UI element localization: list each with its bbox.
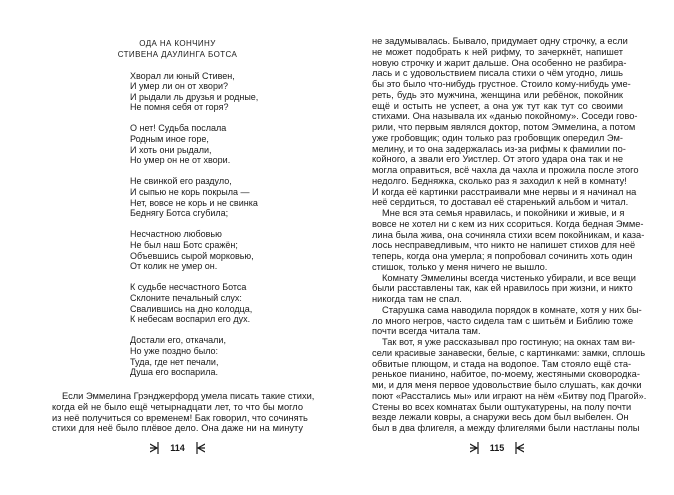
poem-line: Душа его воспарила. [130, 367, 218, 378]
text-line: ещё и остыть не успеет, а она уж тут как тут со своими [372, 100, 623, 111]
text-line: ми, и для меня первое удовольствие было слушать, как дочки [372, 380, 642, 390]
text-line: были расставлены так, как ей нравилось при жизни, и никто [372, 283, 633, 294]
text-line: лось несправедливым, что никто не напишет стихов для неё [372, 240, 636, 251]
poem-line: Достали его, откачали, [130, 335, 226, 346]
poem-line: Нет, вовсе не корь и не свинка [130, 197, 258, 208]
text-line: рили, что первым являлся доктор, потом Эммелина, а потом [372, 122, 636, 132]
poem-line: И умер ли он от хвори? [130, 81, 228, 92]
poem-stanza [130, 71, 258, 113]
poem-line: К небесам воспарил его дух. [130, 314, 251, 325]
poem-line: Хворал ли юный Стивен, [130, 70, 235, 81]
poem-line: Туда, где нет печали, [130, 356, 219, 367]
text-line: Так вот, я уже рассказывал про гостиную; на окнах там ви- [382, 337, 636, 347]
poem-line: Склоните печальный слух: [130, 292, 242, 303]
poem-stanza [130, 282, 258, 324]
text-line: неё сердиться, то доставал её старенький альбом и читал. [372, 197, 629, 208]
text-line: лась и с удовольствием писала стихи о чём угодно, лишь [372, 68, 623, 79]
text-line: везде лежали ковры, а снаружи весь дом был выбелен. Он [372, 412, 629, 423]
poem-line: Несчастною любовью [130, 229, 222, 240]
text-line: почти всегда читала там. [372, 326, 481, 337]
text-line: сели красивые занавески, белые, с картинками: замки, сплошь [372, 347, 646, 358]
text-line: реть, будь это мужчина, женщина или ребёнок, покойник [372, 89, 623, 100]
poem-line: Родным иное горе, [130, 134, 209, 145]
poem-line: Не помня себя от горя? [130, 102, 229, 113]
text-line: лина была жива, она сочиняла стихи всем покойникам, и каза- [372, 229, 645, 240]
text-line: обвитые плющом, и стада на водопое. Там стояло ещё ста- [372, 358, 632, 369]
page-number-footer [337, 442, 657, 454]
right-page [337, 0, 674, 495]
text-line: Мне вся эта семья нравилась, и покойники и живые, и я [382, 208, 625, 218]
ornament-arrow-left-icon [513, 442, 524, 454]
text-line: теперь, когда она умерла; я попробовал сочинить хоть один [372, 251, 633, 261]
text-line: поют «Расстались мы» или играют на нём «Битву под Прагой». [372, 390, 647, 401]
text-line: новую строчку и жарит дальше. Она особенно не разбира- [372, 57, 627, 68]
poem-line: Но уже поздно было: [130, 345, 219, 356]
ornament-arrow-right-icon [470, 442, 481, 454]
poem-stanza [130, 123, 258, 165]
poem-line: О нет! Судьба послала [130, 123, 227, 134]
page-number: 114 [170, 443, 185, 453]
poem-line: И сыпью не корь покрыла — [130, 187, 250, 198]
poem [130, 71, 258, 378]
ornament-arrow-right-icon [150, 442, 161, 454]
poem-stanza [130, 335, 258, 377]
text-line: И когда её картинки расстраивали мне нервы и я начинал на [372, 186, 637, 197]
text-line: не может подобрать к ней рифму, то зачеркнёт, напишет [372, 46, 623, 57]
poem-title-line: ОДА НА КОНЧИНУ [139, 39, 216, 48]
text-line: могла оправиться, всё чахла да чахла и прожила после этого [372, 165, 639, 175]
poem-line: Свалившись на дно колодца, [130, 303, 253, 314]
text-line: никогда там не спал. [372, 294, 462, 304]
poem-title [52, 39, 303, 61]
text-line: стишок, только у меня ничего не вышло. [372, 261, 548, 272]
text-line: когда ей не было ещё четырнадцати лет, то что бы могло [52, 401, 303, 412]
text-line: стихи для неё было плёвое дело. Она даже ни на минуту [52, 423, 303, 434]
poem-line: Беднягу Ботса сгубила; [130, 208, 229, 219]
poem-line: И рыдали ль друзья и родные, [130, 91, 259, 102]
poem-line: Не свинкой его раздуло, [130, 176, 232, 187]
text-line: из неё получиться со временем! Бак говорил, что сочинять [52, 412, 308, 423]
right-prose [372, 36, 647, 434]
poem-line: Объевшись сырой морковью, [130, 250, 254, 261]
text-line: Старушка сама наводила порядок в комнате, хотя у них бы- [382, 304, 642, 315]
poem-line: Но умер он не от хвори. [130, 155, 231, 166]
page-number-footer [0, 442, 355, 454]
text-line: Если Эммелина Грэнджерфорд умела писать такие стихи, [62, 391, 315, 401]
text-line: недолго. Бедняжка, сколько раз я заходил к ней в комнату! [372, 175, 627, 186]
text-line: уже гробовщик; один только раз гробовщик опередил Эм- [372, 132, 623, 143]
poem-title-line: СТИВЕНА ДАУЛИНГА БОТСА [117, 49, 238, 59]
poem-line: От колик не умер он. [130, 261, 218, 272]
text-line: вовсе не хотел ни с кем из них ссориться. Когда бедная Эмме- [372, 218, 644, 229]
text-line: мелину, и то она задержалась из-за рифмы к фамилии по- [372, 143, 626, 154]
left-prose [52, 391, 315, 434]
text-line: не задумывалась. Бывало, придумает одну строчку, а если [372, 36, 628, 46]
text-line: ло много негров, часто сидела там с шитьём и Библию тоже [372, 315, 634, 326]
poem-line: К судьбе несчастного Ботса [130, 282, 247, 293]
poem-stanza [130, 229, 258, 271]
poem-stanza [130, 176, 258, 218]
text-line: ренькое пианино, набитое, по-моему, жестяными сковородка- [372, 369, 640, 380]
text-line: был в два флигеля, а между флигелями были настланы полы [372, 423, 640, 433]
text-line: бы это было что-нибудь грустное. Стоило кому-нибудь уме- [372, 79, 631, 89]
ornament-arrow-left-icon [194, 442, 205, 454]
text-line: стихами. Она называла их «данью покойному». Соседи гово- [372, 111, 638, 122]
poem-line: Не был наш Ботс сражён; [130, 240, 238, 250]
text-line: койного, а звали его Уистлер. От этого удара она так и не [372, 154, 623, 165]
page-number: 115 [489, 443, 505, 453]
text-line: Стены во всех комнатах были оштукатурены, на полу почти [372, 401, 632, 412]
text-line: Комнату Эммелины всегда чистенько убирали, и все вещи [382, 272, 636, 283]
poem-line: И хоть они рыдали, [130, 144, 212, 155]
